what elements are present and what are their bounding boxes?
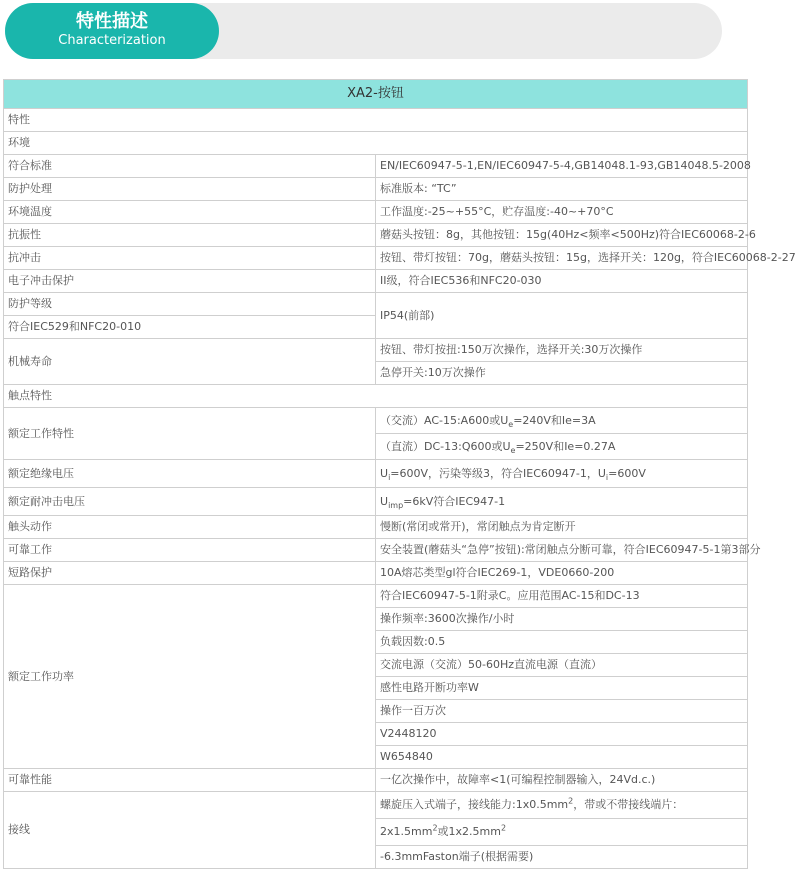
text: =250V和Ie=0.27A bbox=[515, 439, 616, 453]
section-features: 特性 bbox=[4, 109, 748, 132]
text: ，带或不带接线端片： bbox=[573, 798, 684, 811]
table-row bbox=[4, 247, 748, 270]
text: （直流）DC-13:Q600或U bbox=[380, 439, 511, 453]
table-row bbox=[4, 293, 748, 316]
row-value: -6.3mmFaston端子(根据需要) bbox=[376, 846, 748, 869]
row-label: 抗冲击 bbox=[4, 247, 376, 270]
subscript: e bbox=[510, 445, 516, 455]
table-row bbox=[4, 270, 748, 293]
row-value: 负载因数:0.5 bbox=[376, 631, 748, 654]
row-label: 机械寿命 bbox=[4, 339, 376, 385]
row-value: 安全装置(蘑菇头“急停”按钮):常闭触点分断可靠，符合IEC60947-5-1第3部分 bbox=[376, 539, 748, 562]
text: =240V和Ie=3A bbox=[513, 413, 596, 427]
table-title: XA2-按钮 bbox=[4, 80, 748, 109]
table-row bbox=[4, 585, 748, 608]
text: 螺旋压入式端子，接线能力:1x0.5mm bbox=[380, 798, 569, 811]
section-contact: 触点特性 bbox=[4, 385, 748, 408]
section-title-cn: 特性描述 bbox=[76, 11, 148, 32]
text: =6kV符合IEC947-1 bbox=[403, 494, 506, 508]
row-label: 环境温度 bbox=[4, 201, 376, 224]
row-label: 接线 bbox=[4, 792, 376, 869]
superscript: 2 bbox=[568, 796, 574, 806]
table-row bbox=[4, 516, 748, 539]
row-value bbox=[376, 819, 748, 846]
text: U bbox=[380, 494, 389, 508]
row-value: 符合IEC60947-5-1附录C。应用范围AC-15和DC-13 bbox=[376, 585, 748, 608]
section-title-en: Characterization bbox=[58, 33, 166, 48]
row-label: 短路保护 bbox=[4, 562, 376, 585]
row-value: 操作频率:3600次操作/小时 bbox=[376, 608, 748, 631]
row-value: II级，符合IEC536和NFC20-030 bbox=[376, 270, 748, 293]
text: =600V，污染等级3，符合IEC60947-1，U bbox=[390, 466, 606, 480]
row-value: 操作一百万次 bbox=[376, 700, 748, 723]
text: （交流）AC-15:A600或U bbox=[380, 413, 509, 427]
row-label: 额定绝缘电压 bbox=[4, 460, 376, 488]
text: 或1x2.5mm bbox=[437, 825, 501, 838]
text: 2x1.5mm bbox=[380, 825, 433, 838]
table-row bbox=[4, 460, 748, 488]
row-value: V2448120 bbox=[376, 723, 748, 746]
row-value: W654840 bbox=[376, 746, 748, 769]
subscript: imp bbox=[388, 500, 404, 510]
row-label: 防护等级 bbox=[4, 293, 376, 316]
superscript: 2 bbox=[432, 823, 438, 833]
row-value: 感性电路开断功率W bbox=[376, 677, 748, 700]
table-row bbox=[4, 539, 748, 562]
row-value: 一亿次操作中，故障率<1(可编程控制器输入，24Vd.c.) bbox=[376, 769, 748, 792]
row-value: 蘑菇头按钮：8g，其他按钮：15g(40Hz<频率<500Hz)符合IEC60068-2-6 bbox=[376, 224, 748, 247]
table-row bbox=[4, 178, 748, 201]
row-label: 抗振性 bbox=[4, 224, 376, 247]
table-row bbox=[4, 408, 748, 434]
row-value: 交流电源（交流）50-60Hz直流电源（直流） bbox=[376, 654, 748, 677]
table-row bbox=[4, 155, 748, 178]
section-title-pill bbox=[5, 3, 219, 59]
row-value bbox=[376, 408, 748, 434]
row-value bbox=[376, 434, 748, 460]
table-row bbox=[4, 562, 748, 585]
table-row bbox=[4, 201, 748, 224]
subscript: i bbox=[388, 472, 391, 482]
subscript: i bbox=[605, 472, 609, 482]
row-value: 按钮、带灯按扭:150万次操作，选择开关:30万次操作 bbox=[376, 339, 748, 362]
table-row bbox=[4, 224, 748, 247]
spec-table bbox=[3, 79, 796, 869]
subscript: e bbox=[508, 419, 514, 429]
row-value: EN/IEC60947-5-1,EN/IEC60947-5-4,GB14048.1-93,GB14048.5-2008 bbox=[376, 155, 748, 178]
row-label: 额定耐冲击电压 bbox=[4, 488, 376, 516]
section-environment: 环境 bbox=[4, 132, 748, 155]
superscript: 2 bbox=[500, 823, 507, 833]
row-label: 电子冲击保护 bbox=[4, 270, 376, 293]
row-value: 工作温度:-25~+55°C，贮存温度:-40~+70°C bbox=[376, 201, 748, 224]
row-value: 按钮、带灯按钮：70g，蘑菇头按钮：15g，选择开关：120g，符合IEC60068-2-27 bbox=[376, 247, 748, 270]
table-row bbox=[4, 339, 748, 362]
row-label: 符合标准 bbox=[4, 155, 376, 178]
row-value bbox=[376, 488, 748, 516]
row-label: 额定工作功率 bbox=[4, 585, 376, 769]
row-value: 标准版本: “TC” bbox=[376, 178, 748, 201]
text: =600V bbox=[608, 466, 646, 480]
text: U bbox=[380, 466, 389, 480]
row-value: 慢断(常闭或常开)，常闭触点为肯定断开 bbox=[376, 516, 748, 539]
row-label: 可靠性能 bbox=[4, 769, 376, 792]
row-value: 10A熔芯类型gl符合IEC269-1，VDE0660-200 bbox=[376, 562, 748, 585]
row-value: 急停开关:10万次操作 bbox=[376, 362, 748, 385]
row-label: 防护处理 bbox=[4, 178, 376, 201]
table-row bbox=[4, 792, 748, 819]
row-label: 可靠工作 bbox=[4, 539, 376, 562]
row-label: 额定工作特性 bbox=[4, 408, 376, 460]
row-value: IP54(前部) bbox=[376, 293, 748, 339]
row-label: 触头动作 bbox=[4, 516, 376, 539]
row-value bbox=[376, 792, 748, 819]
row-value bbox=[376, 460, 748, 488]
row-label: 符合IEC529和NFC20-010 bbox=[4, 316, 376, 339]
table-row bbox=[4, 488, 748, 516]
table-row bbox=[4, 769, 748, 792]
